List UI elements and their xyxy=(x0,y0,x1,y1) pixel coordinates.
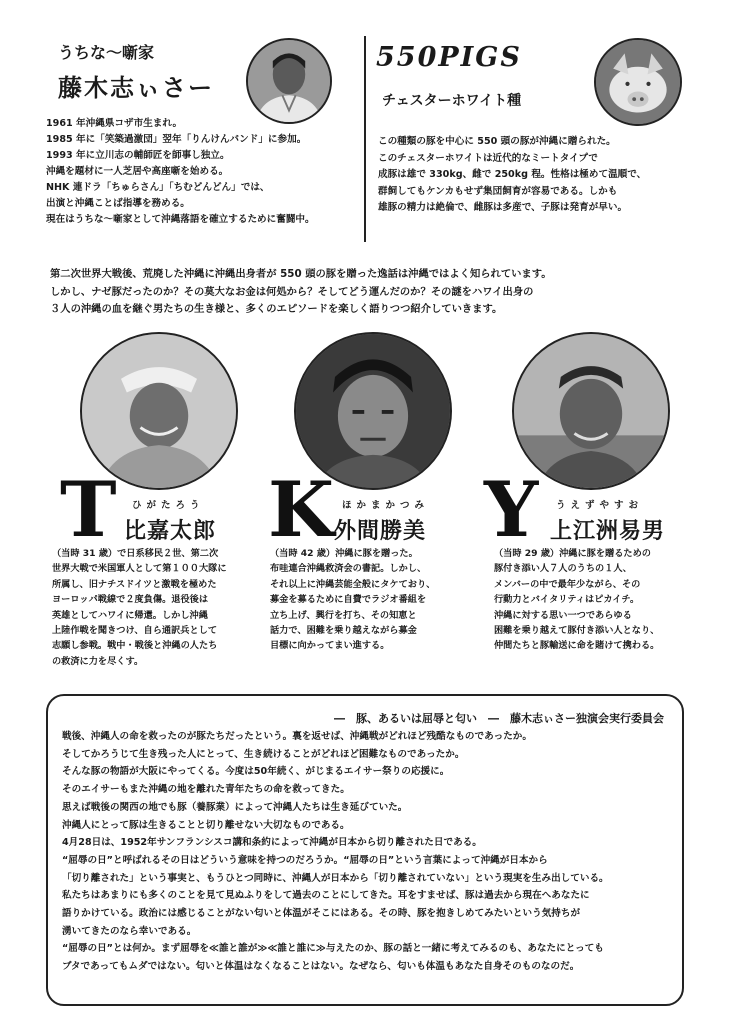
person-y-bio-line: 仲間たちと豚輸送に命を賭けて携わる。 xyxy=(494,640,660,652)
pig-photo xyxy=(594,38,682,126)
person-t-ruby: ひがたろう xyxy=(132,500,205,511)
pigs-desc-line: この種類の豚を中心に 550 頭の豚が沖縄に贈られた。 xyxy=(378,136,616,147)
story-line: “屈辱の日”と呼ばれるその日はどういう意味を持つのだろうか。“屈辱の日”という言葉によって沖縄が日本から xyxy=(62,854,548,866)
pigs-section xyxy=(372,38,692,248)
performer-portrait-image xyxy=(248,40,330,122)
story-body xyxy=(62,728,609,976)
story-line: 「切り離された」という事実と、もうひとつ同時に、沖縄人が日本から「切り離されていない」という現実を生み出している。 xyxy=(62,872,609,884)
pigs-subtitle: チェスターホワイト種 xyxy=(382,93,522,109)
performer-bio xyxy=(46,116,315,228)
person-k-ruby: ほかまかつみ xyxy=(342,500,430,511)
person-y-name: 上江洲易男 xyxy=(550,518,666,544)
performer-name: 藤木志ぃさー xyxy=(58,73,214,102)
person-y-bio-line: 行動力とバイタリティはピカイチ。 xyxy=(494,594,640,606)
person-y-bio-line: 沖縄に対する思い一つであらゆる xyxy=(494,609,632,621)
story-line: ブタであってもムダではない。匂いと体温はなくなることはない。なぜなら、匂いも体温もあなた自身そのものなのだ。 xyxy=(62,961,580,973)
intro-line: しかし、ナゼ豚だったのか？その莫大なお金は何処から？そしてどう運んだのか？その謎をハワイ出身の xyxy=(50,285,534,298)
person-k-bio-line: 目標に向かってまい進する。 xyxy=(270,640,390,652)
vertical-divider xyxy=(364,36,366,242)
performer-bio-line: NHK 連ドラ「ちゅらさん」「ちむどんどん」では、 xyxy=(46,182,270,193)
story-line: 4月28日は、1952年サンフランシスコ講和条約によって沖縄が日本から切り離された日である。 xyxy=(62,837,482,849)
pigs-title: 550PIGS xyxy=(376,42,522,73)
person-k-bio-line: 話力で、困難を乗り越えながら募金 xyxy=(270,625,417,637)
intro-line: 第二次世界大戦後、荒廃した沖縄に沖縄出身者が 550 頭の豚を贈った逸話は沖縄ではよく知られています。 xyxy=(50,268,552,280)
performer-bio-line: 出演と沖縄ことば指導を務める。 xyxy=(46,198,190,209)
story-line: そのエイサーもまた沖縄の地を離れた青年たちの命を救ってきた。 xyxy=(62,784,350,796)
person-y-ruby: うえずやすお xyxy=(556,500,644,511)
person-y-initial: Y xyxy=(484,465,539,554)
person-k-initial: K xyxy=(268,465,335,554)
person-k-bio xyxy=(270,546,435,654)
performer-bio-line: 沖縄を題材に一人芝居や高座噺を始める。 xyxy=(46,166,229,177)
story-line: “屈辱の日”とは何か。まず屈辱を≪誰と誰が≫≪誰と誰に≫与えたのか、豚の話と一緒に考えてみるのも、あなたにとっても xyxy=(62,943,604,955)
person-t-bio-line: ヨーロッパ戦線で２度負傷。退役後は xyxy=(52,594,209,606)
pigs-desc-line: 成豚は雄で 330kg、雌で 250kg 程。性格は極めて温順で、 xyxy=(378,169,647,181)
story-heading: ― 豚、あるいは屈辱と匂い ― 藤木志ぃさー独演会実行委員会 xyxy=(334,712,664,725)
person-t-name: 比嘉太郎 xyxy=(124,518,217,544)
performer-bio-line: 1993 年に立川志の輔師匠を師事し独立。 xyxy=(46,150,230,161)
person-t-initial: T xyxy=(60,465,117,554)
person-k-bio-line: 布哇連合沖縄救済会の書記。しかし、 xyxy=(270,563,427,575)
person-k-bio-line: それ以上に沖縄芸能全般にタケており、 xyxy=(270,578,436,590)
story-box xyxy=(46,694,684,1006)
pigs-description xyxy=(378,134,646,217)
person-t-bio-line: （当時 31 歳）で日系移民２世、第二次 xyxy=(52,548,219,559)
performer-photo xyxy=(246,38,332,124)
pigs-desc-line: 群飼してもケンカもせず集団飼育が容易である。しかも xyxy=(378,185,618,197)
person-y-bio-line: （当時 29 歳）沖縄に豚を贈るための xyxy=(494,548,651,559)
intro-paragraph xyxy=(50,266,552,319)
person-k-bio-line: 立ち上げ、興行を打ち、その知恵と xyxy=(270,609,417,621)
story-line: そしてかろうじて生き残った人にとって、生き続けることがどれほど困難なものであったか。 xyxy=(62,748,465,760)
person-y-bio xyxy=(494,546,659,654)
pigs-desc-line: このチェスターホワイトは近代的なミートタイプで xyxy=(378,152,598,164)
performer-bio-line: 1961 年沖縄県コザ市生まれ。 xyxy=(46,118,183,129)
person-y-bio-line: 困難を乗り越えて豚付き添い人となり、 xyxy=(494,625,660,637)
person-k-bio-line: （当時 42 歳）沖縄に豚を贈った。 xyxy=(270,548,418,559)
person-t-bio-line: 世界大戦で米国軍人として第１００大隊に xyxy=(52,563,227,575)
performer-bio-line: 1985 年に「笑築過激団」翌年「りんけんバンド」に参加。 xyxy=(46,134,307,145)
person-y-bio-line: メンバーの中で最年少ながら、その xyxy=(494,578,641,590)
story-line: 語りかけている。政治には感じることがない匂いと体温がそこにはある。その時、豚を抱きしめてみたいという気持ちが xyxy=(62,908,581,920)
pig-image xyxy=(596,40,680,124)
person-y-bio-line: 豚付き添い人７人のうちの１人、 xyxy=(494,563,632,575)
performer-subtitle: うちな～噺家 xyxy=(58,43,155,62)
performer-section xyxy=(46,38,362,248)
performer-bio-line: 現在はうちな～噺家として沖縄落語を確立するために奮闘中。 xyxy=(46,214,315,225)
person-k-bio-line: 募金を募るために自費でラジオ番組を xyxy=(270,594,427,606)
person-t-bio xyxy=(52,546,227,669)
story-line: 沖縄人にとって豚は生きることと切り離せない大切なものである。 xyxy=(62,819,350,831)
story-line: 戦後、沖縄人の命を救ったのが豚たちだったという。裏を返せば、沖縄戦がどれほど残酷なものであったか。 xyxy=(62,731,532,742)
person-t-bio-line: 志願し参戦。戦中・戦後と沖縄の人たち xyxy=(52,640,218,652)
story-line: 思えば戦後の関西の地でも豚（養豚業）によって沖縄人たちは生き延びていた。 xyxy=(62,801,408,813)
story-line: そんな豚の物語が大阪にやってくる。今度は50年続く、がじまるエイサー祭りの応援に。 xyxy=(62,766,450,778)
story-line: 私たちはあまりにも多くのことを見て見ぬふりをして過去のことにしてきた。耳をすませば、豚は過去から現在へあなたに xyxy=(62,890,590,902)
person-t-bio-line: 英雄としてハワイに帰還。しかし沖縄 xyxy=(52,609,208,621)
person-k-name: 外間勝美 xyxy=(334,518,427,544)
person-t-bio-line: 上陸作戦を聞きつけ、自ら通訳兵として xyxy=(52,625,218,637)
intro-line: ３人の沖縄の血を継ぐ男たちの生き様と、多くのエピソードを楽しく語りつつ紹介していきます。 xyxy=(50,303,503,316)
story-line: 湧いてきたのなら幸いである。 xyxy=(62,925,197,937)
pigs-desc-line: 雄豚の精力は絶倫で、雌豚は多産で、子豚は発育が早い。 xyxy=(378,202,628,214)
person-t-bio-line: 所属し、旧ナチスドイツと激戦を極めた xyxy=(52,578,217,590)
person-t-bio-line: の救済に力を尽くす。 xyxy=(52,655,144,667)
